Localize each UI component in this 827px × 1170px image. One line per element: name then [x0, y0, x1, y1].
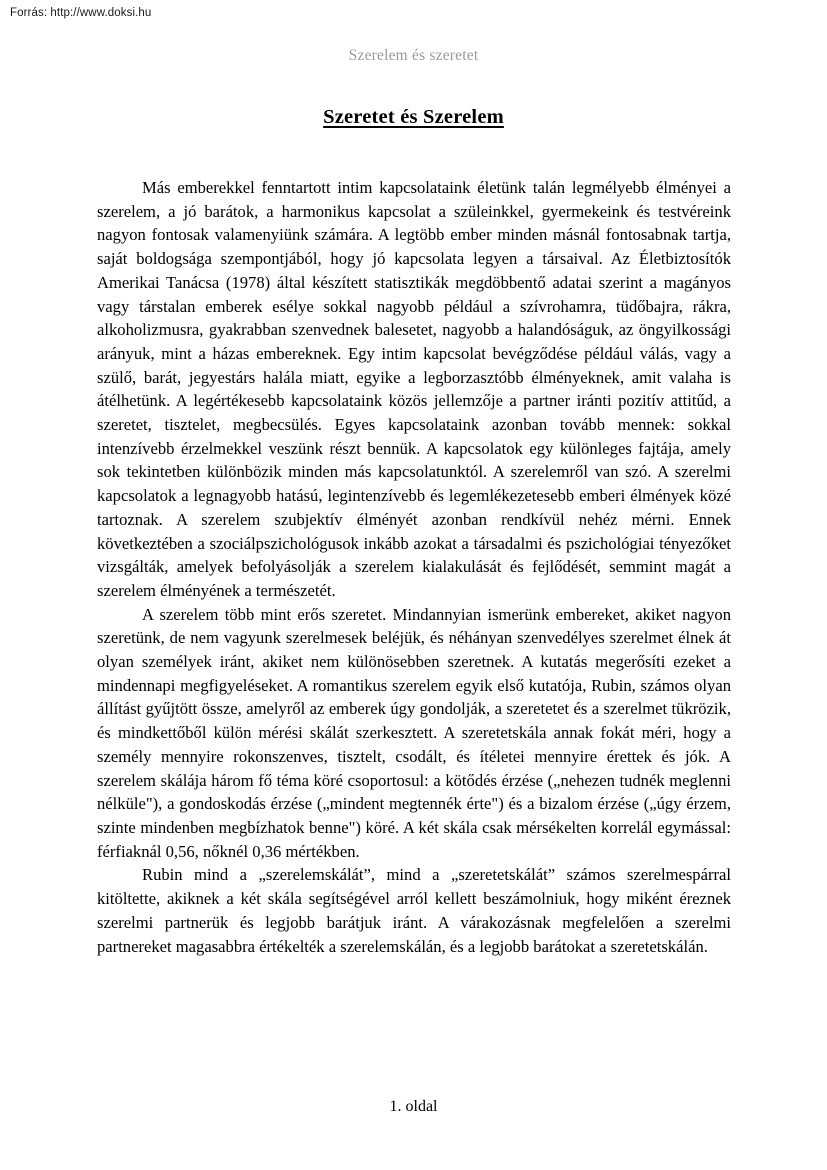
- page-title: [0, 106, 827, 129]
- paragraph-2: A szerelem több mint erős szeretet. Mindannyian ismerünk embereket, akiket nagyon szeretünk, de nem vagyunk szerelmesek beléjük, és néhányan szenvedélyes szerelmet élnek át olyan személyek iránt, akiket nem különösebben szeretnek. A kutatás megerősíti ezeket a mindennapi megfigyeléseket. A romantikus szerelem egyik első kutatója, Rubin, számos olyan állítást gyűjtött össze, amelyről az emberek úgy gondolják, a szeretetet és a szerelmet tükrözik, és mindkettőből külön mérési skálát szerkesztett. A szeretetskála annak fokát méri, hogy a személy mennyire rokonszenves, tisztelt, csodált, és ítéletei mennyire érettek és jók. A szerelem skálája három fő téma köré csoportosul: a kötődés érzése („nehezen tudnék meglenni nélküle"), a gondoskodás érzése („mindent megtennék érte") és a bizalom érzése („úgy érzem, szinte mindenben megbízhatok benne") köré. A két skála csak mérsékelten korrelál egymással: férfiaknál 0,56, nőknél 0,36 mértékben.: [97, 604, 731, 861]
- page-footer: 1. oldal: [389, 1098, 438, 1115]
- body-content: [97, 176, 731, 958]
- running-header: Szerelem és szeretet: [348, 47, 479, 64]
- paragraph-3: Rubin mind a „szerelemskálát”, mind a „szeretetskálát” számos szerelmespárral kitöltette, akiknek a két skála segítségével arról kellett beszámolniuk, hogy miként éreznek szerelmi partnerük és legjobb barátjuk iránt. A várakozásnak megfelelően a szerelmi partnereket magasabbra értékelték a szerelemskálán, és a legjobb barátokat a szeretetskálán.: [97, 865, 731, 956]
- paragraph-1: Más emberekkel fenntartott intim kapcsolataink életünk talán legmélyebb élményei a szerelem, a jó barátok, a harmonikus kapcsolat a szüleinkkel, gyermekeink és testvéreink nagyon fontosak valamenyiünk számára. A legtöbb ember minden másnál fontosabnak tartja, saját boldogsága szempontjából, hogy jó kapcsolata legyen a társaival. Az Életbiztosítók Amerikai Tanácsa (1978) által készített statisztikák megdöbbentő adatai szerint a magányos vagy társtalan emberek esélye sokkal nagyobb például a szívrohamra, tüdőbajra, rákra, alkoholizmusra, gyakrabban szenvednek balesetet, nagyobb a halandóságuk, az öngyilkossági arányuk, mint a házas embereknek. Egy intim kapcsolat bevégződése például válás, vagy a szülő, barát, jegyestárs halála miatt, egyike a legborzasztóbb élményeknek, amit valaha is átélhetünk. A legértékesebb kapcsolataink közös jellemzője a partner iránti pozitív attitűd, a szeretet, tisztelet, megbecsülés. Egyes kapcsolataink azonban tovább mennek: sokkal intenzívebb érzelmekkel veszünk részt bennük. A kapcsolatok egy különleges fajtája, amely sok tekintetben különbözik minden más kapcsolatunktól. A szerelemről van szó. A szerelmi kapcsolatok a legnagyobb hatású, legintenzívebb és legemlékezetesebb emberi élmények közé tartoznak. A szerelem szubjektív élményét azonban rendkívül nehéz mérni. Ennek következtében a szociálpszichológusok inkább azokat a társadalmi és pszichológiai tényezőket vizsgálták, amelyek befolyásolják a szerelem kialakulását és fejlődését, semmint magát a szerelem élményének a természetét.: [97, 178, 731, 600]
- page-title-text: Szeretet és Szerelem: [323, 106, 504, 128]
- source-watermark: Forrás: http://www.doksi.hu: [10, 7, 152, 19]
